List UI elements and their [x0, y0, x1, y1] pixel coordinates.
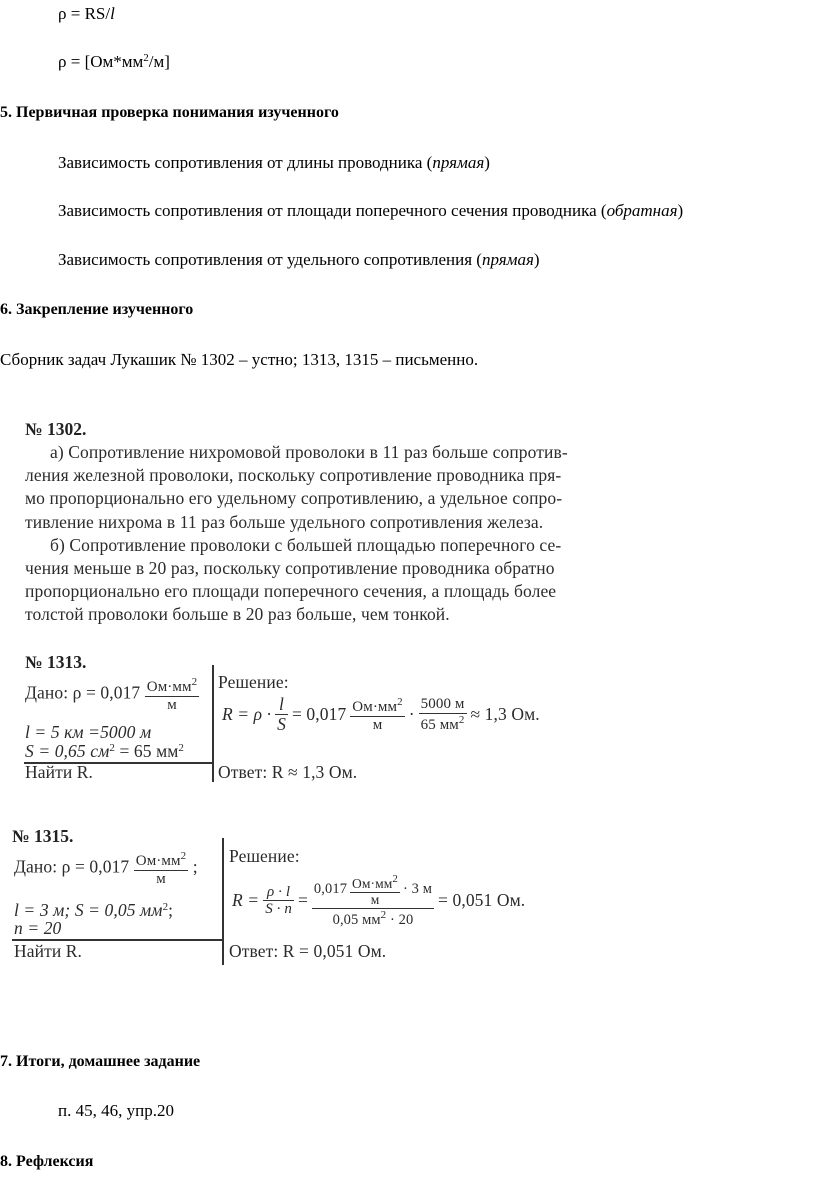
- unit-den: м: [167, 696, 177, 713]
- item-text: Зависимость сопротивления от длины проводника (: [58, 153, 433, 172]
- section6-heading: 6. Закрепление изученного: [0, 301, 194, 318]
- problem-1302-line: чения меньше в 20 раз, поскольку сопротивление проводника обратно: [25, 558, 555, 579]
- sol-big-num-a: 0,017: [313, 881, 348, 898]
- problem-1302-line: мо пропорционально его удельному сопротивлению, а удельное сопро-: [25, 488, 563, 509]
- sol-result: = 0,051 Ом.: [438, 890, 526, 911]
- problem-1302-title: № 1302.: [25, 419, 87, 439]
- section5-heading: 5. Первичная проверка понимания изученного: [0, 104, 339, 121]
- sol-val-num: 5000 м: [420, 696, 465, 713]
- p1313-given-l: [25, 722, 151, 743]
- given-ls-end: ;: [168, 900, 174, 920]
- semicolon: ;: [192, 856, 198, 877]
- given-s-mid: = 65 мм: [114, 741, 179, 761]
- section8-heading: 8. Рефлексия: [0, 1153, 94, 1170]
- sol-big-den-text: 0,05 мм: [332, 911, 381, 928]
- problem-1313-title: № 1313.: [25, 652, 87, 672]
- sol-big-den-end: · 20: [386, 911, 414, 928]
- unit-num-text: Ом·мм: [146, 679, 192, 695]
- sol-frac-num: ρ · l: [263, 884, 294, 902]
- sol-big-fraction: [312, 873, 434, 929]
- item-text: Зависимость сопротивления от удельного сопротивления (: [58, 250, 482, 269]
- unit-sup: 2: [191, 676, 198, 688]
- sol-value-fraction: [419, 696, 467, 733]
- p1315-given-n: [14, 918, 61, 939]
- formula-units-end: /м]: [148, 52, 170, 71]
- item-emphasis: обратная: [606, 201, 678, 220]
- given-label: Дано: ρ = 0,017: [14, 856, 130, 877]
- sol-unit-den: м: [372, 716, 383, 733]
- sol-eq: = 0,017: [291, 704, 347, 725]
- sol-big-unit-den: м: [370, 891, 380, 907]
- vertical-divider: [212, 665, 214, 782]
- sol-big-num: [312, 873, 434, 909]
- item-end: ): [484, 153, 490, 172]
- unit-fraction: [145, 676, 199, 713]
- sol-big-unit: [350, 873, 400, 908]
- p1315-solution-label: Решение:: [229, 846, 300, 866]
- unit-den: м: [156, 870, 166, 887]
- sol-unit-num-text: Ом·мм: [352, 699, 398, 716]
- section5-item-3: [58, 250, 540, 270]
- sup: 2: [397, 696, 403, 709]
- formula-rho-var: l: [110, 4, 115, 23]
- problem-1302-line: ления железной проволоки, поскольку сопротивление проводника пря-: [25, 465, 562, 486]
- unit-num: [134, 850, 188, 871]
- problem-1302-line: б) Сопротивление проволоки с большей площадью поперечного се-: [50, 534, 562, 555]
- sol-big-unit-num: [350, 873, 400, 893]
- sol-frac-den: S · n: [265, 901, 292, 918]
- sup: 2: [392, 873, 399, 885]
- p1313-answer: Ответ: R ≈ 1,3 Ом.: [218, 762, 358, 782]
- problem-1302-line: а) Сопротивление нихромовой проволоки в 11 раз больше сопротив-: [50, 442, 568, 462]
- unit-fraction: [134, 850, 188, 887]
- p1313-given-rho: [25, 676, 199, 713]
- given-s: S = 0,65 см: [25, 741, 110, 761]
- problem-1302-body: [25, 441, 568, 627]
- given-label: Дано: ρ = 0,017: [25, 682, 141, 703]
- sup: 2: [162, 901, 169, 913]
- unit-num-text: Ом·мм: [135, 853, 181, 869]
- p1313-given-s: [25, 741, 184, 762]
- sol-R: R = ρ ·: [222, 704, 272, 725]
- item-emphasis: прямая: [481, 250, 534, 269]
- p1313-find: Найти R.: [25, 762, 94, 782]
- item-text: Зависимость сопротивления от площади поперечного сечения проводника (: [58, 201, 607, 220]
- sol-frac-num: l: [275, 695, 288, 715]
- problem-1302-line: тивление нихрома в 11 раз больше удельного сопротивления железа.: [25, 511, 544, 532]
- unit-num: [145, 676, 199, 697]
- sol-big-unit-num-text: Ом·мм: [352, 876, 393, 891]
- sup: 2: [178, 742, 185, 754]
- item-emphasis: прямая: [432, 153, 485, 172]
- p1313-solution-label: Решение:: [218, 672, 289, 692]
- formula-units: [58, 52, 170, 72]
- section6-text: Сборник задач Лукашик № 1302 – устно; 1313, 1315 – письменно.: [0, 350, 479, 369]
- p1315-answer: Ответ: R = 0,051 Ом.: [229, 941, 387, 961]
- sol-fraction: [275, 695, 288, 735]
- sol-val-den: [419, 714, 467, 734]
- sup: 2: [180, 850, 187, 862]
- item-end: ): [677, 201, 684, 220]
- item-end: ): [533, 250, 540, 269]
- sol-eq: =: [297, 890, 308, 911]
- sol-big-num-b: · 3 м: [403, 881, 433, 898]
- vertical-divider: [222, 838, 224, 965]
- formula-rho-text: ρ = RS/: [58, 4, 111, 23]
- formula-units-text: ρ = [Ом*мм: [58, 52, 144, 71]
- sol-unit-num: [350, 696, 404, 717]
- formula-rho: [58, 4, 115, 24]
- section5-item-2: [58, 201, 683, 221]
- sol-val-den-text: 65 мм: [420, 716, 459, 733]
- sup: 2: [109, 742, 115, 754]
- sol-result: ≈ 1,3 Ом.: [470, 704, 540, 725]
- sol-R: R =: [232, 890, 260, 911]
- formula-units-sup: 2: [143, 52, 149, 64]
- sup: 2: [458, 713, 465, 726]
- sup: 2: [380, 908, 387, 921]
- sol-big-den: [312, 909, 434, 929]
- section7-text: п. 45, 46, упр.20: [58, 1101, 174, 1120]
- given-ls: l = 3 м; S = 0,05 мм: [14, 900, 163, 920]
- sol-dot: ·: [408, 704, 415, 725]
- section5-item-1: [58, 153, 490, 173]
- p1313-solution-formula: [222, 695, 540, 735]
- given-n: n = 20: [14, 918, 62, 938]
- section7-heading: 7. Итоги, домашнее задание: [0, 1053, 201, 1070]
- p1315-given-rho: [14, 850, 198, 887]
- problem-1315-title: № 1315.: [12, 826, 74, 846]
- sol-unit-fraction: [350, 696, 404, 733]
- sol-frac-den: S: [277, 714, 286, 735]
- problem-1302-line: толстой проволоки больше в 20 раз больше, чем тонкой.: [25, 604, 450, 625]
- problem-1302-line: пропорционально его площади поперечного сечения, а площадь более: [25, 581, 557, 602]
- p1315-solution-formula: [232, 873, 525, 929]
- p1315-find: Найти R.: [14, 941, 83, 961]
- given-l: l = 5 км =5000 м: [25, 722, 152, 742]
- sol-fraction: [263, 884, 294, 918]
